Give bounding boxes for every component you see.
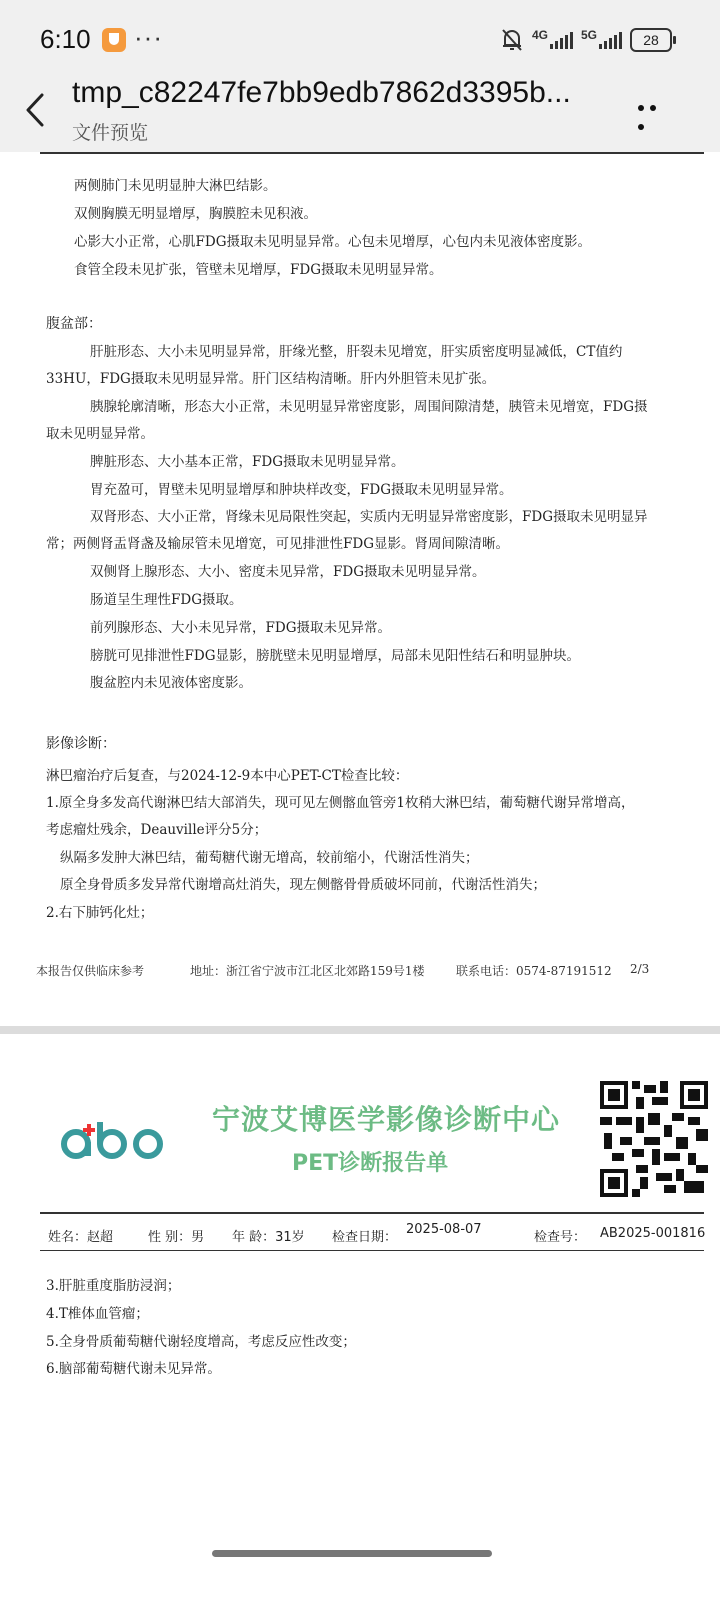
section-title-abdomen: 腹盆部： <box>46 316 102 332</box>
report-line: 脾脏形态、大小基本正常，FDG摄取未见明显异常。 <box>90 454 405 470</box>
mute-bell-icon <box>500 27 524 53</box>
report-line: 4.T椎体血管瘤； <box>46 1306 149 1322</box>
report-line: 5.全身骨质葡萄糖代谢轻度增高，考虑反应性改变； <box>46 1334 356 1350</box>
status-right <box>500 27 672 53</box>
report-line: 考虑瘤灶残余，Deauville评分5分； <box>46 822 268 838</box>
exam-number-label: 检查号： <box>534 1230 587 1245</box>
report-line: 双侧胸膜无明显增厚，胸膜腔未见积液。 <box>74 206 317 222</box>
report-line: 心影大小正常，心肌FDG摄取未见明显异常。心包未见增厚，心包内未见液体密度影。 <box>74 234 591 250</box>
report-line: 前列腺形态、大小未见异常，FDG摄取未见异常。 <box>90 620 391 636</box>
report-line: 肠道呈生理性FDG摄取。 <box>90 592 243 608</box>
report-line: 腹盆腔内未见液体密度影。 <box>90 675 252 691</box>
signal-4g-icon <box>531 27 573 49</box>
report-line: 33HU，FDG摄取未见明显异常。肝门区结构清晰。肝内外胆管未见扩张。 <box>46 371 496 387</box>
exam-date-label: 检查日期： <box>332 1230 398 1245</box>
info-divider <box>40 1250 704 1251</box>
report-line: 胃充盈可，胃壁未见明显增厚和肿块样改变，FDG摄取未见明显异常。 <box>90 482 513 498</box>
battery-icon: 28 <box>630 28 672 52</box>
report-line: 纵隔多发肿大淋巴结，葡萄糖代谢无增高，较前缩小，代谢活性消失； <box>60 850 479 866</box>
status-more-icon: ··· <box>134 22 163 52</box>
header-divider <box>40 1212 704 1214</box>
section-title-diagnosis: 影像诊断： <box>46 736 116 752</box>
aboo-logo-icon <box>58 1116 168 1164</box>
status-time: 6:10 <box>40 24 91 54</box>
signal-5g-icon <box>580 27 622 49</box>
report-line: 淋巴瘤治疗后复查，与2024-12-9本中心PET-CT检查比较： <box>46 768 409 784</box>
exam-number-value: AB2025-001816 <box>600 1226 706 1241</box>
report-line: 3.肝脏重度脂肪浸润； <box>46 1278 181 1294</box>
report-line: 肝脏形态、大小未见明显异常，肝缘光整，肝裂未见增宽，肝实质密度明显减低，CT值约 <box>90 344 623 360</box>
patient-name: 姓名：赵超 <box>48 1230 114 1245</box>
patient-age: 年 龄：31岁 <box>232 1230 305 1245</box>
more-icon[interactable] <box>638 96 672 108</box>
report-line: 常；两侧肾盂肾盏及输尿管未见增宽，可见排泄性FDG显影。肾周间隙清晰。 <box>46 536 509 552</box>
report-line: 两侧肺门未见明显肿大淋巴结影。 <box>74 178 277 194</box>
footer-note: 本报告仅供临床参考 <box>36 964 145 978</box>
net-4g-label: 4G <box>531 27 548 42</box>
top-bar <box>0 0 720 152</box>
report-line: 膀胱可见排泄性FDG显影，膀胱壁未见明显增厚，局部未见阳性结石和明显肿块。 <box>90 648 580 664</box>
report-line: 6.脑部葡萄糖代谢未见异常。 <box>46 1361 221 1377</box>
footer-address: 地址：浙江省宁波市江北区北郊路159号1楼 <box>190 964 425 978</box>
org-name: 宁波艾博医学影像诊断中心 <box>212 1103 561 1136</box>
report-line: 食管全段未见扩张，管壁未见增厚，FDG摄取未见明显异常。 <box>74 262 443 278</box>
page-separator <box>0 1026 720 1034</box>
page-top-border <box>40 152 704 154</box>
report-line: 双肾形态、大小正常，肾缘未见局限性突起，实质内无明显异常密度影，FDG摄取未见明显异 <box>90 509 648 525</box>
net-5g-label: 5G <box>580 27 597 42</box>
report-line: 2.右下肺钙化灶； <box>46 905 154 921</box>
file-title: tmp_c82247fe7bb9edb7862d3395b... <box>72 76 571 109</box>
report-line: 1.原全身多发高代谢淋巴结大部消失，现可见左侧髂血管旁1枚稍大淋巴结，葡萄糖代谢异常增高， <box>46 795 635 811</box>
qr-code-icon <box>600 1080 708 1198</box>
patient-sex: 性 别：男 <box>148 1230 205 1245</box>
file-subtitle: 文件预览 <box>72 122 149 144</box>
report-line: 取未见明显异常。 <box>46 426 154 442</box>
chevron-left-icon[interactable] <box>22 92 50 128</box>
report-line: 原全身骨质多发异常代谢增高灶消失，现左侧髂骨骨质破坏同前，代谢活性消失； <box>60 877 546 893</box>
report-line: 双侧肾上腺形态、大小、密度未见异常，FDG摄取未见明显异常。 <box>90 564 486 580</box>
report-type: PET诊断报告单 <box>292 1151 449 1176</box>
footer-page-number: 2/3 <box>630 962 650 976</box>
exam-date-value: 2025-08-07 <box>406 1222 482 1237</box>
home-indicator[interactable] <box>212 1550 492 1557</box>
footer-phone: 联系电话：0574-87191512 <box>456 964 612 978</box>
report-line: 胰腺轮廓清晰，形态大小正常，未见明显异常密度影，周围间隙清楚，胰管未见增宽，FDG摄 <box>90 399 648 415</box>
app-shield-icon <box>102 28 126 52</box>
